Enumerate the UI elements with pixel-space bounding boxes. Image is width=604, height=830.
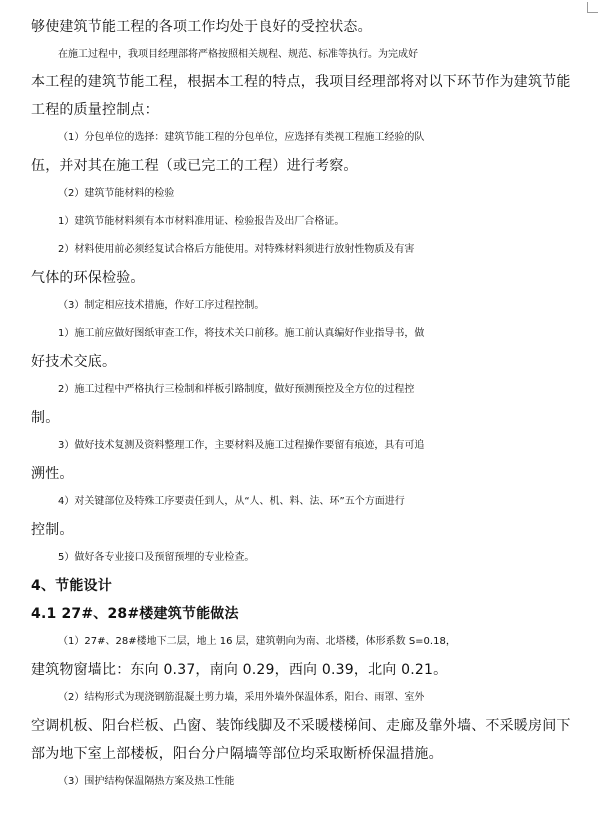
- paragraph-line: 2）施工过程中严格执行三检制和样板引路制度，做好预测预控及全方位的过程控: [58, 384, 415, 395]
- paragraph-line: 好技术交底。: [31, 354, 117, 370]
- paragraph-line: 4）对关键部位及特殊工序要责任到人，从“人、机、料、法、环”五个方面进行: [58, 496, 405, 507]
- paragraph-line: （3）围护结构保温隔热方案及热工性能: [58, 776, 235, 787]
- section-heading: 4、节能设计: [31, 578, 112, 594]
- paragraph-line: 制。: [31, 410, 60, 426]
- paragraph-line: （1）分包单位的选择：建筑节能工程的分包单位，应选择有类视工程施工经验的队: [58, 132, 425, 143]
- paragraph-line: 在施工过程中，我项目经理部将严格按照相关规程、规范、标准等执行。为完成好: [58, 49, 418, 60]
- paragraph-line: 空调机板、阳台栏板、凸窗、装饰线脚及不采暖楼梯间、走廊及靠外墙、不采暖房间下: [31, 718, 571, 734]
- paragraph-line: 部为地下室上部楼板，阳台分户隔墙等部位均采取断桥保温措施。: [31, 746, 443, 762]
- paragraph-line: 1）建筑节能材料须有本市材料准用证、检验报告及出厂合格证。: [58, 216, 345, 227]
- subsection-heading: 4.1 27#、28#楼建筑节能做法: [31, 606, 239, 622]
- page-corner-mark: [587, 2, 598, 13]
- paragraph-line: 溯性。: [31, 466, 74, 482]
- paragraph-line: （2）结构形式为现浇钢筋混凝土剪力墙，采用外墙外保温体系，阳台、雨罩、室外: [58, 692, 425, 703]
- paragraph-line: 建筑物窗墙比：东向 0.37，南向 0.29，西向 0.39，北向 0.21。: [31, 662, 448, 678]
- paragraph-line: （3）制定相应技术措施，作好工序过程控制。: [58, 300, 265, 311]
- paragraph-line: 本工程的建筑节能工程，根据本工程的特点，我项目经理部将对以下环节作为建筑节能: [31, 74, 571, 90]
- paragraph-line: 2）材料使用前必须经复试合格后方能使用。对特殊材料须进行放射性物质及有害: [58, 244, 415, 255]
- paragraph-line: 控制。: [31, 522, 74, 538]
- paragraph-line: 够使建筑节能工程的各项工作均处于良好的受控状态。: [31, 19, 372, 35]
- paragraph-line: 3）做好技术复测及资料整理工作，主要材料及施工过程操作要留有痕迹，具有可追: [58, 440, 425, 451]
- paragraph-line: 气体的环保检验。: [31, 270, 145, 286]
- paragraph-line: （1）27#、28#楼地下二层，地上 16 层，建筑朝向为南、北塔楼，体形系数 S=0.18，: [58, 636, 456, 647]
- paragraph-line: 1）施工前应做好图纸审查工作，将技术关口前移。施工前认真编好作业指导书，做: [58, 328, 425, 339]
- paragraph-line: 5）做好各专业接口及预留预埋的专业检查。: [58, 552, 255, 563]
- paragraph-line: 伍，并对其在施工程（或已完工的工程）进行考察。: [31, 158, 358, 174]
- paragraph-line: （2）建筑节能材料的检验: [58, 188, 175, 199]
- paragraph-line: 工程的质量控制点：: [31, 102, 159, 118]
